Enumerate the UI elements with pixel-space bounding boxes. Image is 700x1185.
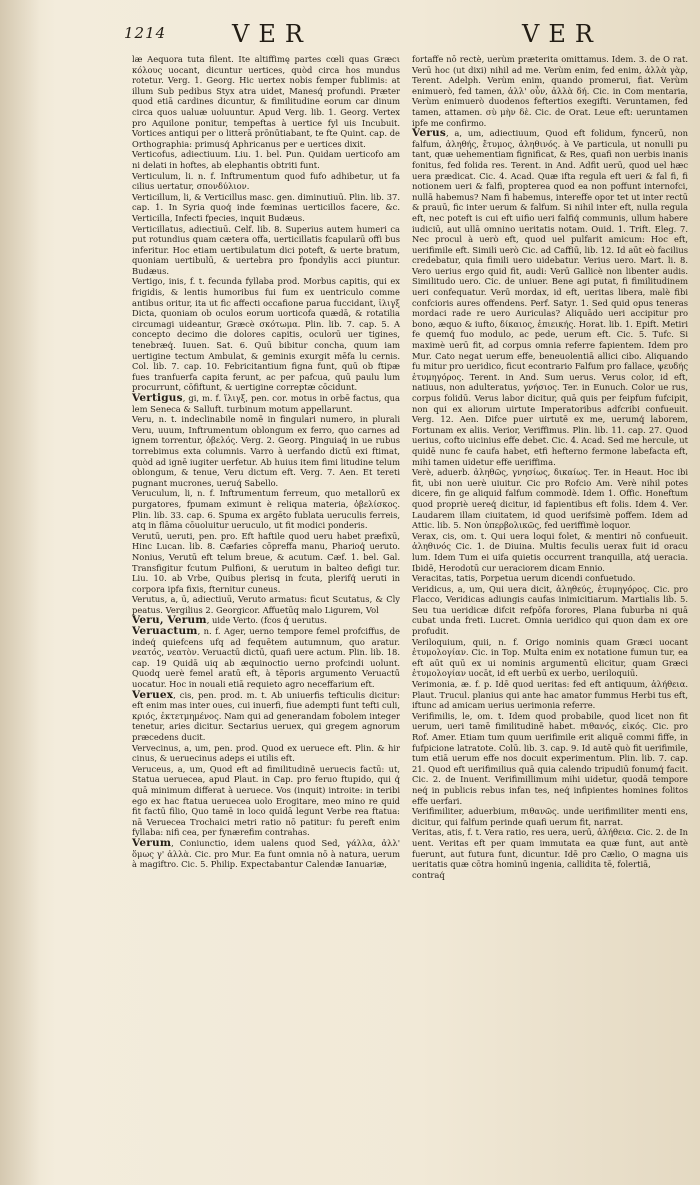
entry-text: , cis, pen. prod. m. t. Ab uniuerfis tefticulis dicitur: eft enim mas inter oues, cui inuerfi, fiue adempti funt tefti culi, κριός, ἐκτετμημένος. Nam qui ad generandam fobolem integer tenetur, aries dicitur. Sectarius ueruex, qui gregem agnorum præcedens ducit. — [132, 689, 400, 742]
entry-text: Vertigo, inis, f. t. fecunda fyllaba prod. Morbus capitis, qui ex frigidis, & lentis humoribus fui fum ex uentriculo comme antibus oritur, ita ut fic affecti occafione parua fuccidant, ἰλιγξ Dicta, quoniam ob oculos eorum uorticofa quædā, & rotatilia circumagi uideantur, Græcè σκότωμα. Plin. lib. 7. cap. 5. A concepto decimo die dolores capitis, oculorū uer tigines, tenebræq́. Iuuen. Sat. 6. Quū bibitur concha, quum iam uertigine tectum Ambulat, & geminis exurgit mēfa lu cernis. Col. lib. 7. cap. 10. Febricitantium figna funt, quū ob ftipæ fues tranfuerfa capita ferunt, ac per pafcua, quū paulu lum procurrunt, cōfiftunt, & uertigine correptæ cōcidunt. — [132, 276, 400, 393]
entry-text: læ Aequora tuta filent. Ite altiffimę partes cœli quas Græcι κόλους uocant, dicuntur uertices, quòd circa hos mundus rotetur. Verg. 1. Georg. Hic uertex nobis femper fublimis: at illum Sub pedibus Styx atra uidet, Manesq́ profundi. Præter quod etiā cardines dicuntur, & fimilitudine eorum car dinum circa quos ualuæ uoluuntur. Apud Verg. lib. 1. Georg. Vertex pro Aquilone ponitur, tempeftas à uertice fyl uis Incubuit. Vortices antiqui per o litterā prōnūtiabant, te fte Quint. cap. de Orthographia: primusq́ Aphricanus per e uertices dixit. — [132, 54, 400, 149]
dictionary-entry — [412, 711, 688, 806]
dictionary-entry — [412, 584, 688, 637]
entry-text: Verticillum, li, & Verticillus masc. gen. diminutiuū. Plin. lib. 37. cap. 1. In Syria quoq́ inde fœminas uerticillos facere, &c. Verticilla, Infecti fpecies, inquit Budæus. — [132, 191, 400, 223]
entry-text: fortaffe nō rectè, uerùm præterita omittamus. Idem. 3. de O rat. Verū hoc (ut dixi) nihil ad me. Verùm enim, fed enim, ἀλλὰ γὰρ, Terent. Adelph. Verùm enim, quando promerui, fiat. Verùm enimuerò, fed tamen, ἀλλ' οὖν, ἀλλὰ δή. Cic. in Com mentaria, Verùm enimuerò duodenos feftertios exegifti. Veruntamen, fed tamen, attamen. σὺ μὴν δὲ. Cic. de Orat. Leue eft: ueruntamen ipfe me confirmo. — [412, 54, 688, 128]
entry-headword: Verus — [412, 127, 446, 140]
entry-text: Verutū, ueruti, pen. pro. Eft haftile quod ueru habet præfixū, Hinc Lucan. lib. 8. Cæfaries cōpreffa manu, Pharioq́ ueruto. Nonius, Verutū eft telum breue, & acutum. Cæf. 1. bel. Gal. Transfigitur fcutum Pulfioni, & uerutum in balteo defigi tur. Liu. 10. ab Vrbe, Quibus plerisq in fcuta, plerifq́ ueruti in corpora ipfa fixis, fternitur cuneus. — [132, 530, 400, 594]
entry-headword: Veruactum — [132, 625, 198, 638]
entry-text: Veridicus, a, um, Qui uera dicit, ἀληθεύς, ἐτυμηγόρος. Cic. pro Flacco, Veridicas adiungis caufas inimicitiarum. Martialis lib. 5. Seu tua ueridicæ difcit refpōfa forores, Plana fuburba ni quā cubat unda freti. Lucret. Omnia ueridico qui quon dam ex ore profudit. — [412, 583, 688, 637]
dictionary-entry — [132, 224, 400, 277]
dictionary-entry — [412, 54, 688, 128]
dictionary-entry — [132, 531, 400, 595]
dictionary-entry — [132, 393, 400, 414]
running-head-left: VER — [232, 20, 312, 48]
entry-text: Veritas, atis, f. t. Vera ratio, res uera, uerū, ἀλήθεια. Cic. 2. de In uent. Veritas eft per quam immutata ea quæ funt, aut antè fuerunt, aut futura funt, dicuntur. Idē pro Cælio, O magna uis ueritatis quæ cōtra hominū ingenia, callidita tē, folertiā, — [412, 827, 688, 870]
page-header — [0, 20, 700, 54]
entry-headword: Veruex — [132, 688, 174, 701]
entry-text: , uide Verto. (fcos q́ uerutus. — [206, 615, 327, 626]
entry-text: Veracitas, tatis, Porpetua uerum dicendi confuetudo. — [412, 573, 636, 584]
dictionary-entry — [132, 276, 400, 393]
dictionary-entry — [412, 573, 688, 584]
dictionary-entry — [132, 743, 400, 764]
dictionary-entry — [132, 149, 400, 170]
dictionary-entry — [412, 128, 688, 467]
dictionary-entry — [132, 838, 400, 870]
dictionary-entry — [132, 690, 400, 743]
dictionary-entry — [132, 54, 400, 149]
entry-text: Verifimilis, le, om. t. Idem quod probabile, quod licet non fit uerum, ueri tamē fimilitudinē habet. πιθανός, εἰκός. Cic. pro Rof. Amer. Etiam tum quum uerifimile erit aliquē commi fiffe, in fufpicione latratote. Colū. lib. 3. cap. 9. Id autē quò fit uerifimile, tum etiā uerum effe nos docuit experimentum. Plin. lib. 7. cap. 21. Quod eft uerifimilius quā quia calendo tripudiū fonumq́ facit. Cic. 2. de Inuent. Verifimillimum mihi uidetur, quodā tempore neq́ in publicis rebus infan tes, neq́ infipientes homines folitos effe uerfari. — [412, 710, 688, 806]
dictionary-entry — [132, 626, 400, 690]
entry-headword: Verum — [132, 836, 172, 849]
dictionary-entry — [412, 827, 688, 869]
left-column — [132, 54, 400, 870]
dictionary-entry — [132, 594, 400, 615]
entry-text: Verticulum, li. n. f. Inftrumentum quod fufo adhibetur, ut fa cilius uertatur, σπονδύλιον. — [132, 170, 400, 192]
dictionary-entry — [132, 488, 400, 530]
dictionary-entry — [412, 637, 688, 679]
entry-text: Verticofus, adiectiuum. Liu. 1. bel. Pun. Quidam uerticofo am ni delati in hoftes, ab elephantis obtriti funt. — [132, 149, 400, 170]
entry-text: Vervecinus, a, um, pen. prod. Quod ex ueruece eft. Plin. & hir cinus, & ueruecinus adeps ei utilis eft. — [132, 742, 400, 764]
entry-text: Veru, n. t. indeclinabile nomē in fingulari numero, in plurali Veru, uuum, Inftrumentum oblongum ex ferro, quo carnes ad ignem torrentur, ὀβελός. Verg. 2. Georg. Pinguiaq́ in ue rubus torrebimus exta columnis. Varro à uerfando dictū exi ftimat, quòd ad ignē iugiter uerfetur. Ab huius item fimi litudine telum oblongum, & tenue, Veru dictum eft. Verg. 7. Aen. Et tereti pugnant mucrones, ueruq́ Sabello. — [132, 414, 400, 488]
dictionary-entry — [132, 192, 400, 224]
page-number: 1214 — [124, 24, 167, 42]
dictionary-entry — [412, 870, 688, 881]
entry-text: , n. f. Ager, uerno tempore femel profciffus, de indeq́ quiefcens ufq ad fequētem autumnum, quo aratur. νεατός, νεατὸν. Veruactū dictū, quafi uere actum. Plin. lib. 18. cap. 19 Quidā uiq ab æquinoctio uerno profcindi uolunt. Quodq uerè femel aratū eft, à tēporis argumento Veruactū uocatur. Hoc in nouali etiā requieto agro neceffarium eft. — [132, 626, 400, 690]
dictionary-entry — [132, 171, 400, 192]
dictionary-entry — [412, 806, 688, 827]
dictionary-entry — [412, 467, 688, 531]
entry-text: contraq́ — [412, 869, 445, 880]
entry-text: Verax, cis, om. t. Qui uera loqui folet, & mentiri nō confueuit. ἀληθινός Cic. 1. de Diuina. Multis feculis uerax fuit id oracu lum. Idem Tum ei uifa quietis occurrent tranquilla, atq́ ueracia. Ibidē, Herodotū cur ueraciorem dicam Ennio. — [412, 530, 688, 573]
entry-text: Veruceus, a, um, Quod eft ad fimilitudinē ueruecis factū: ut, Statua ueruecea, apud Plaut. in Cap. pro feruo ftupido, qui q́ quā minimum differat à ueruece. Vos (inquit) introite: in teribi ego ex hac ftatua ueruecea uolo Erogitare, meo mino re quid fit factū filio, Quo tamē in loco quidā legunt Verbe rea ftatua: nā Veruecea Trochaici metri ratio nō patitur: fu pereft enim fyllaba: nifi cea, per fynærefim contrahas. — [132, 763, 400, 838]
entry-headword: Vertigus — [132, 392, 183, 404]
entry-text: , a, um, adiectiuum, Quod eft folidum, fyncerū, non falfum, ἀληθής, ἔτυμος, ἀληθινός. à Ve particula, ut nonulli pu tant, quæ uehementiam fignificat, & Res, quafi non uerbis inanis fonitus, fed folida res. Terent. in And. Adfit uerū, quod uel hæc uera prædicat. Cic. 4. Acad. Quæ ifta regula eft ueri & fal fi, fi notionem ueri & falfi, propterea quod ea non poffunt internofci, nullā habemus? Nam fi habemus, intereffe opor tet ut inter rectū & prauū, fic inter uerum & falfum. Si nihil inter eft, nulla regula eft, nec poteft is cui eft uifio ueri falfiq́ communis, ullum habere iudiciū, aut ullā omnino ueritatis notam. Ouid. 1. Trift. Eleg. 7. Nec procul à uerò eft, quod uel pulfarit amicum: Hoc eft, uerifimile eft. Simili uerò Cic. ad Caffiū, lib. 12. Id aūt eò facilius credebatur, quia fimili uero uidebatur. Verius uero. Mart. li. 8. Vero uerius ergo quid fit, audi: Verū Gallicè non libenter audis. Similitudo uero. Cic. de uniuer. Bene agi putat, fi fimilitudinem ueri confequatur. Verū mordax, id eft, ueritas libera, malè fibi confcioris aures offendens. Perf. Satyr. 1. Sed quid opus teneras mordaci rade re uero Auriculas? Aliquādo ueri accipitur pro bono, æquo & iufto, δίκαιος, ἐπιεικής. Horat. lib. 1. Epift. Metiri fe quemq́ fuo modulo, ac pede, uerum eft. Cic. 5. Tufc. Si maximè uerū fit, ad corpus omnia referre fapientem. Idem pro Mur. Cato negat uerum effe, beneuolentiā allici cibo. Aliquando fu mitur pro ueridico, ficut econtrario Falfum pro fallace, ψευδής ἐτυμηγόρος. Terent. in And. Sum uerus. Verus color, id eft, natiuus, non adulteratus, γνήσιος. Ter. in Eunuch. Color ue rus, corpus folidū. Verus labor dicitur, quā quis per feipfum fufcipit, non qui ex aliorum uirtute Imperatoribus adfcribi confueuit. Verg. 12. Aen. Difce puer uirtutē ex me, uerumq́ laborem, Fortunam ex aliis. Verior, Veriffimus. Plin. lib. 11. cap. 27. Quod uerius, cofto uicinius effe debet. Cic. 4. Acad. Sed me hercule, ut quidē nunc fe caufa habet, etfi hefterno fermone labefacta eft, mihi tamen uidetur effe ueriffima. — [412, 128, 688, 467]
right-column — [412, 54, 688, 880]
entry-text: Verticillatus, adiectiuū. Celf. lib. 8. Superius autem humeri ca put rotundius quam cætera offa, uerticillatis fcapularū offi bus inferitur. Hoc etiam uertibulatum dici poteft, & uerte bratum, quoniam uertibulū, & uertebra pro fpondylis acci piuntur. Budæus. — [132, 223, 400, 276]
entry-text: Veriloquium, quii, n. f. Origo nominis quam Græci uocant ἐτυμολογίαν. Cic. in Top. Multa enim ex notatione fumun tur, ea eft aūt quū ex ui nominis argumentū elicitur, quam Græci ἐτυμολογίαν uocāt, id eft uerbū ex uerbo, ueriloquiū. — [412, 636, 688, 679]
entry-text: Verè, aduerb. ἀληθῶς, γνησίως, δικαίως. Ter. in Heaut. Hoc ibi fit, ubi non uerè uiuitur. Cic pro Rofcio Am. Verè nihil potes dicere, fin ge aliquid falfum commodè. Idem 1. Offic. Honeftum quod propriè uereq́ dicitur, id fapientibus eft folis. Idem 4. Ver. Laudarem illam ciuitatem, id quod uerifsimè poffem. Idem ad Attic. lib. 5. Non ὑπερβολικῶς, fed ueriffimè loquor. — [412, 467, 688, 531]
entry-text: Verutus, a, ū, adiectiuū, Veruto armatus: ficut Scutatus, & Cly peatus. Vergilius 2. Georgicor. Affuetūq malo Ligurem, Vol — [132, 594, 400, 615]
dictionary-entry — [132, 414, 400, 488]
entry-text: Verimonia, æ. f. p. Idē quod ueritas: fed eft antiquum, ἀλήθεια. Plaut. Trucul. planius qui ante hac amator fummus Herbi tus eft, iftunc ad amicam uerius uerimonia referre. — [412, 679, 688, 711]
dictionary-entry — [412, 679, 688, 711]
running-head-right: VER — [522, 20, 602, 48]
binding-gutter-shadow — [0, 0, 40, 1185]
entry-text: , gi, m. f. ἴλιγξ, pen. cor. motus in orbē factus, qua lem Seneca & Salluft. turbinum motum appellarunt. — [132, 393, 400, 414]
entry-text: Verifimiliter, aduerbium, πιθανῶς. unde uerifimiliter menti ens, dicitur, qui falfum perinde quafi uerum fit, narrat. — [412, 806, 688, 827]
dictionary-entry — [132, 764, 400, 838]
dictionary-entry — [412, 531, 688, 573]
entry-headword: Veru, Verum — [132, 614, 207, 627]
entry-text: , Coniunctio, idem ualens quod Sed, γάλλα, ἀλλ' ὅμως γ' ἀλλὰ. Cic. pro Mur. Ea funt omnia nō à natura, uerum à magiftro. Cic. 5. Philip. Expectabantur Calendæ Ianuariæ, — [132, 837, 400, 870]
entry-text: Veruculum, li, n. f. Inftrumentum ferreum, quo metallorū ex purgatores, fpumam eximunt è reliqua materia, ὀβελίσκος. Plin. lib. 33. cap. 6. Spuma ex argēto fublata ueruculis ferreis, atq in flāma cōuoluitur ueruculo, ut fit modici ponderis. — [132, 488, 400, 531]
